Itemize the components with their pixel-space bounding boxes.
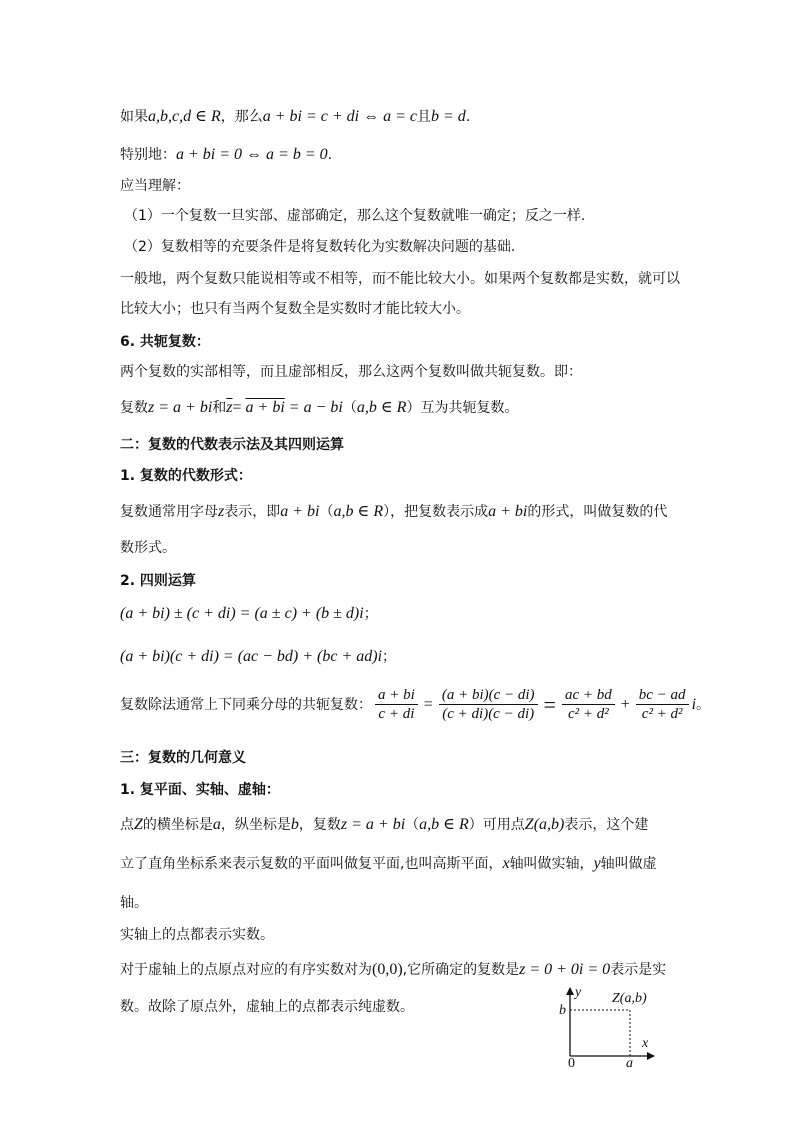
algebraic-form-text-cont: 数形式。 <box>120 540 176 556</box>
complex-plane-text: 立了直角坐标系来表示复数的平面叫做复平面,也叫高斯平面，x轴叫做实轴，y轴叫做虚 <box>120 855 657 872</box>
x-axis-label: x <box>642 1036 649 1051</box>
understanding-heading: 应当理解： <box>120 178 190 194</box>
section-2-heading: 二：复数的代数表示法及其四则运算 <box>120 437 344 453</box>
complex-plane-diagram <box>548 984 660 1068</box>
conjugate-definition: 两个复数的实部相等，而且虚部相反，那么这两个复数叫做共轭复数。即： <box>120 364 582 380</box>
fraction-1: $\frac{a + bi}{c + di}$ <box>375 686 418 723</box>
imaginary-axis-text-cont: 数。故除了原点外，虚轴上的点都表示纯虚数。 <box>120 999 414 1015</box>
fraction-2: $\frac{(a + bi)(c - di)}{(c + di)(c - di)}$ <box>439 686 538 723</box>
formula-add-sub: (a + bi) ± (c + di) = (a ± c) + (b ± d)i； <box>120 605 378 622</box>
conjugate-formula: 复数z = a + bi和$\overline{z}= a$ + bi = a − bi（a,b ∈ R）互为共轭复数。 <box>120 399 519 416</box>
equality-condition: 如果a,b,c,d ∈ R，那么a + bi = c + di ⇔ a = c且b = d. <box>120 108 471 125</box>
fraction-4: $\frac{bc - ad}{\text{c² + d²}}$ <box>636 686 689 723</box>
real-axis-text: 实轴上的点都表示实数。 <box>120 927 274 943</box>
special-case: 特别地：a + bi = 0 ⇔ a = b = 0. <box>120 146 333 163</box>
heading-algebraic-form: 1. 复数的代数形式： <box>120 468 252 484</box>
comparison-text-1: 一般地，两个复数只能说相等或不相等，而不能比较大小。如果两个复数都是实数，就可以 <box>120 271 680 287</box>
algebraic-form-text: 复数通常用字母z表示，即a + bi（a,b ∈ R），把复数表示成a + bi的形式，叫做复数的代 <box>120 503 668 520</box>
imaginary-axis-text: 对于虚轴上的点原点对应的有序实数对为(0,0),它所确定的复数是z = 0 + 0i = 0表示是实 <box>120 961 667 978</box>
complex-plane-text-cont: 轴。 <box>120 895 148 911</box>
y-axis-label: y <box>575 985 582 1000</box>
b-label: b <box>559 1003 566 1018</box>
understanding-point-2: （2）复数相等的充要条件是将复数转化为实数解决问题的基础. <box>124 239 516 255</box>
section-3-heading: 三：复数的几何意义 <box>120 750 246 766</box>
understanding-point-1: （1）一个复数一旦实部、虚部确定，那么这个复数就唯一确定；反之一样. <box>124 208 586 224</box>
comparison-text-2: 比较大小；也只有当两个复数全是实数时才能比较大小。 <box>120 301 470 317</box>
origin-label: 0 <box>568 1056 575 1068</box>
heading-four-operations: 2. 四则运算 <box>120 573 196 589</box>
point-z-label: Z(a,b) <box>612 991 647 1006</box>
point-z-text: 点Z的横坐标是a，纵坐标是b，复数z = a + bi（a,b ∈ R）可用点Z(a,b)表示，这个建 <box>120 816 649 833</box>
formula-divide: 复数除法通常上下同乘分母的共轭复数： $\frac{a + bi}{c + di}$ = $\frac{(a + bi)(c - di)}{(c + di)(c - di)}$ = $\frac{ac + bd}{\text{c² + d²}}$ + $\frac{bc - ad}{\text{c² + d²}}$ i 。 <box>120 687 711 722</box>
heading-complex-plane: 1. 复平面、实轴、虚轴： <box>120 782 280 798</box>
formula-multiply: (a + bi)(c + di) = (ac − bd) + (bc + ad)i； <box>120 648 397 665</box>
fraction-3: $\frac{ac + bd}{\text{c² + d²}}$ <box>562 686 615 723</box>
a-label: a <box>626 1056 633 1068</box>
heading-conjugate: 6. 共轭复数： <box>120 334 210 350</box>
